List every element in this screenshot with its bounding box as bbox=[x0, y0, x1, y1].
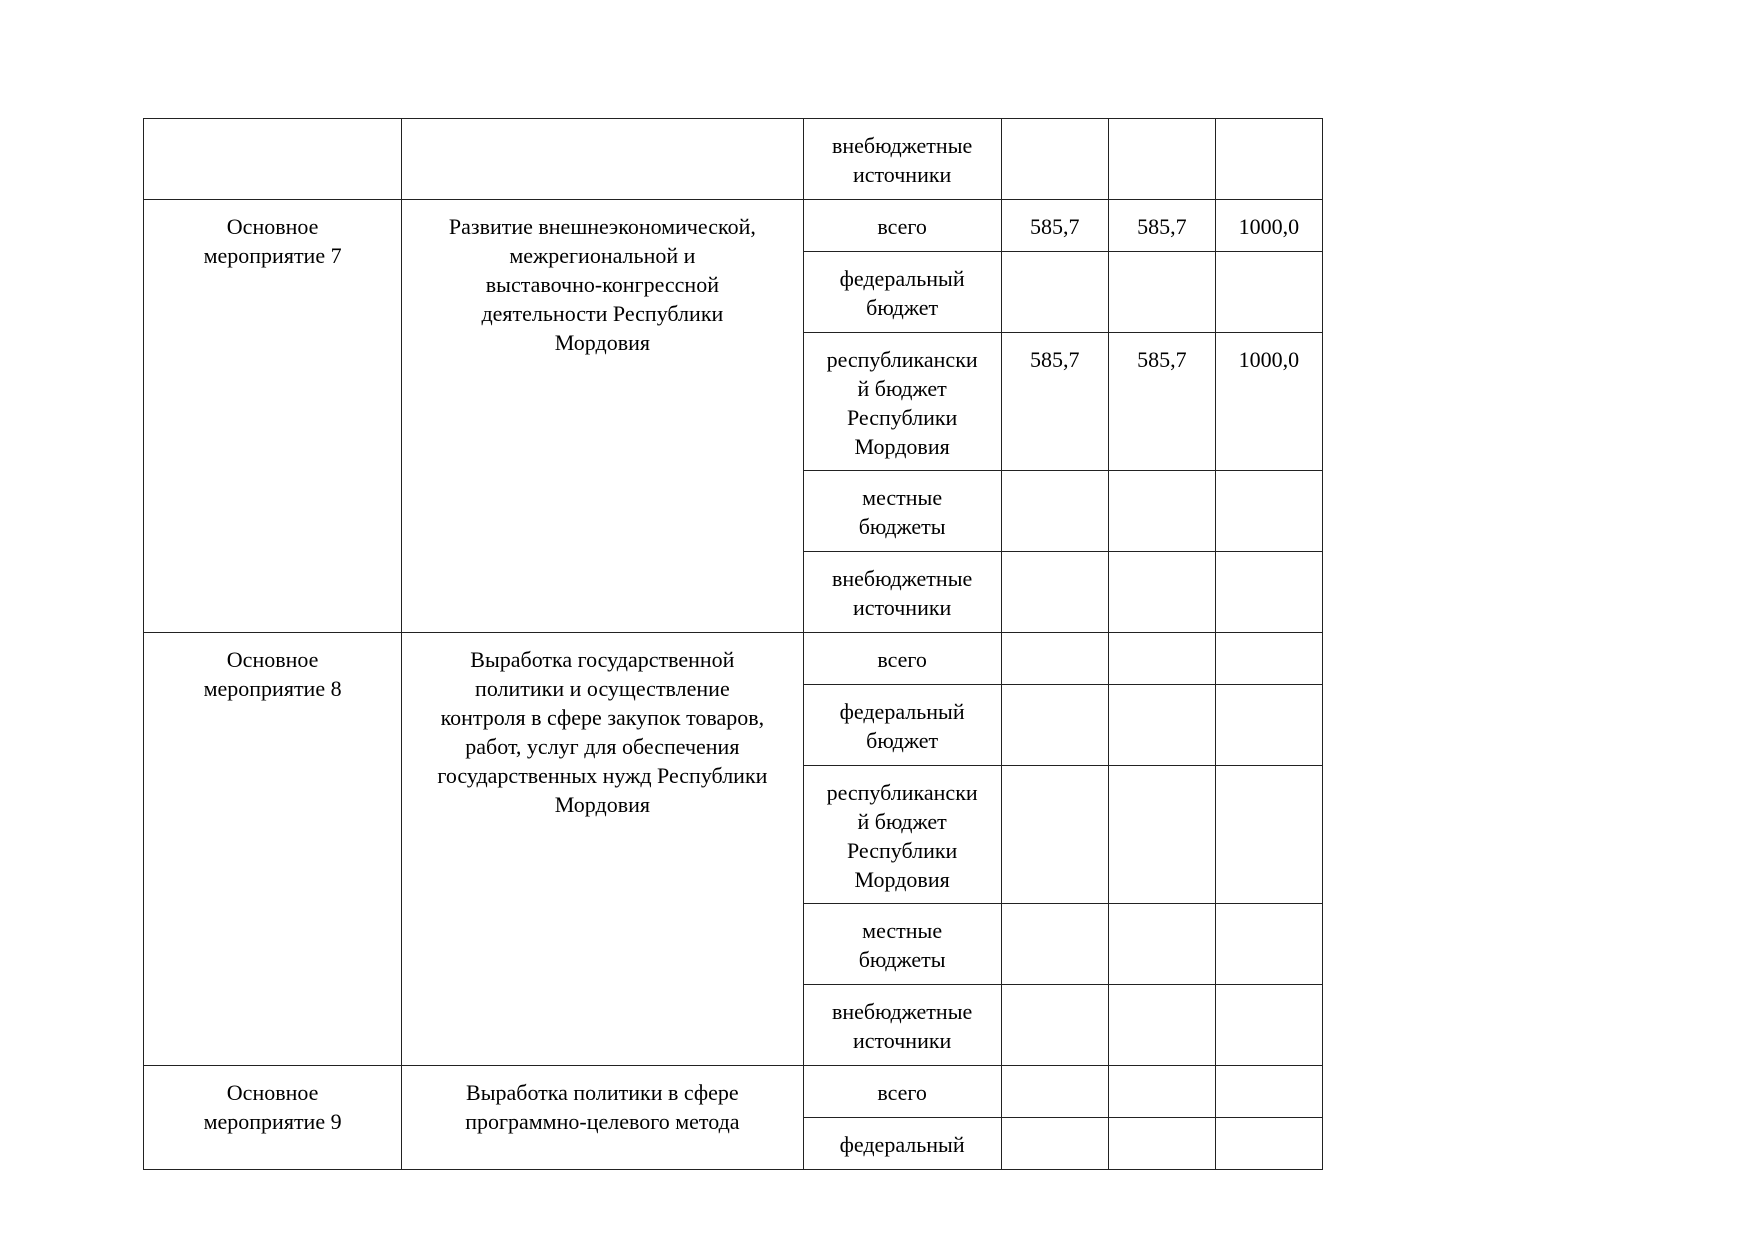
event-label: Основное мероприятие 9 bbox=[203, 1080, 342, 1134]
value-cell bbox=[1215, 985, 1322, 1066]
value-cell bbox=[1108, 119, 1215, 200]
value-3 bbox=[1216, 985, 1322, 997]
value-3 bbox=[1216, 685, 1322, 697]
value-cell bbox=[1108, 633, 1215, 685]
value-1 bbox=[1002, 1118, 1108, 1130]
source-label: республикански й бюджет Республики Мордовия bbox=[826, 780, 978, 892]
value-cell bbox=[1001, 252, 1108, 333]
value-cell bbox=[1001, 633, 1108, 685]
value-3 bbox=[1216, 766, 1322, 778]
source-cell bbox=[803, 685, 1001, 766]
event-cell bbox=[144, 200, 402, 633]
value-1 bbox=[1002, 1066, 1108, 1078]
value-cell bbox=[1215, 552, 1322, 633]
source-label: всего bbox=[877, 214, 927, 239]
value-cell bbox=[1108, 685, 1215, 766]
source-label: местные бюджеты bbox=[858, 918, 946, 972]
value-1: 585,7 bbox=[1029, 347, 1080, 372]
value-3 bbox=[1216, 1066, 1322, 1078]
value-3 bbox=[1216, 252, 1322, 264]
value-cell bbox=[1215, 333, 1322, 471]
value-3 bbox=[1216, 471, 1322, 483]
source-cell bbox=[803, 766, 1001, 904]
source-cell bbox=[803, 1118, 1001, 1170]
funding-table bbox=[143, 118, 1323, 1170]
value-cell bbox=[1215, 252, 1322, 333]
value-cell bbox=[1215, 904, 1322, 985]
value-1 bbox=[1002, 904, 1108, 916]
value-2 bbox=[1109, 471, 1215, 483]
event-name-cell bbox=[402, 200, 803, 633]
value-cell bbox=[1108, 200, 1215, 252]
table-row bbox=[144, 633, 1323, 685]
value-cell bbox=[1215, 119, 1322, 200]
value-1 bbox=[1002, 766, 1108, 778]
value-2 bbox=[1109, 685, 1215, 697]
source-label: республикански й бюджет Республики Мордовия bbox=[826, 347, 978, 459]
event-cell bbox=[144, 633, 402, 1066]
source-cell bbox=[803, 1066, 1001, 1118]
value-cell bbox=[1215, 1066, 1322, 1118]
value-1: 585,7 bbox=[1029, 214, 1080, 239]
event-name-cell bbox=[402, 119, 803, 200]
source-label: внебюджетные источники bbox=[832, 133, 973, 187]
value-cell bbox=[1001, 119, 1108, 200]
value-cell bbox=[1215, 471, 1322, 552]
value-2 bbox=[1109, 552, 1215, 564]
value-1 bbox=[1002, 985, 1108, 997]
value-cell bbox=[1108, 904, 1215, 985]
value-cell bbox=[1001, 766, 1108, 904]
value-1 bbox=[1002, 633, 1108, 645]
event-name: Выработка государственной политики и осуществление контроля в сфере закупок товаров, работ, услуг для обеспечения государственных нужд Республики Мордовия bbox=[437, 647, 768, 817]
value-3: 1000,0 bbox=[1238, 347, 1300, 372]
value-cell bbox=[1108, 1066, 1215, 1118]
value-3: 1000,0 bbox=[1238, 214, 1300, 239]
table-row bbox=[144, 119, 1323, 200]
value-2 bbox=[1109, 904, 1215, 916]
source-label: всего bbox=[877, 1080, 927, 1105]
value-2 bbox=[1109, 252, 1215, 264]
value-cell bbox=[1001, 200, 1108, 252]
source-cell bbox=[803, 333, 1001, 471]
event-label: Основное мероприятие 7 bbox=[203, 214, 342, 268]
value-3 bbox=[1216, 633, 1322, 645]
source-label: внебюджетные источники bbox=[832, 566, 973, 620]
value-cell bbox=[1108, 766, 1215, 904]
source-cell bbox=[803, 471, 1001, 552]
value-cell bbox=[1108, 552, 1215, 633]
value-cell bbox=[1001, 904, 1108, 985]
source-cell bbox=[803, 119, 1001, 200]
event-cell bbox=[144, 119, 402, 200]
source-label: федеральный bbox=[839, 1132, 965, 1157]
source-cell bbox=[803, 985, 1001, 1066]
source-cell bbox=[803, 904, 1001, 985]
source-cell bbox=[803, 252, 1001, 333]
source-cell bbox=[803, 633, 1001, 685]
value-3 bbox=[1216, 552, 1322, 564]
value-2: 585,7 bbox=[1137, 214, 1187, 239]
value-cell bbox=[1215, 685, 1322, 766]
value-1 bbox=[1002, 252, 1108, 264]
table-row bbox=[144, 1066, 1323, 1118]
value-cell bbox=[1108, 471, 1215, 552]
value-cell bbox=[1001, 1066, 1108, 1118]
value-2 bbox=[1109, 1118, 1215, 1130]
value-3 bbox=[1216, 904, 1322, 916]
value-cell bbox=[1001, 1118, 1108, 1170]
value-cell bbox=[1108, 985, 1215, 1066]
source-label: федеральный бюджет bbox=[839, 266, 965, 320]
value-1 bbox=[1002, 471, 1108, 483]
event-name-cell bbox=[402, 1066, 803, 1170]
value-cell bbox=[1001, 333, 1108, 471]
value-2 bbox=[1109, 633, 1215, 645]
value-cell bbox=[1108, 252, 1215, 333]
source-cell bbox=[803, 200, 1001, 252]
value-1 bbox=[1002, 552, 1108, 564]
value-2: 585,7 bbox=[1137, 347, 1187, 372]
source-label: внебюджетные источники bbox=[832, 999, 973, 1053]
event-cell bbox=[144, 1066, 402, 1170]
source-label: федеральный бюджет bbox=[839, 699, 965, 753]
value-2 bbox=[1109, 985, 1215, 997]
event-name: Развитие внешнеэкономической, межрегиональной и выставочно-конгрессной деятельности Республики Мордовия bbox=[448, 214, 756, 355]
value-2 bbox=[1109, 1066, 1215, 1078]
value-cell bbox=[1001, 985, 1108, 1066]
value-cell bbox=[1001, 685, 1108, 766]
value-cell bbox=[1108, 333, 1215, 471]
value-cell bbox=[1001, 471, 1108, 552]
table-row bbox=[144, 200, 1323, 252]
event-name: Выработка политики в сфере программно-целевого метода bbox=[465, 1080, 740, 1134]
value-cell bbox=[1108, 1118, 1215, 1170]
value-cell bbox=[1215, 633, 1322, 685]
value-cell bbox=[1215, 766, 1322, 904]
source-cell bbox=[803, 552, 1001, 633]
source-label: всего bbox=[877, 647, 927, 672]
value-1 bbox=[1002, 685, 1108, 697]
event-label: Основное мероприятие 8 bbox=[203, 647, 342, 701]
value-cell bbox=[1001, 552, 1108, 633]
value-2 bbox=[1109, 766, 1215, 778]
value-cell bbox=[1215, 200, 1322, 252]
event-name-cell bbox=[402, 633, 803, 1066]
source-label: местные бюджеты bbox=[858, 485, 946, 539]
value-3 bbox=[1216, 1118, 1322, 1130]
value-cell bbox=[1215, 1118, 1322, 1170]
